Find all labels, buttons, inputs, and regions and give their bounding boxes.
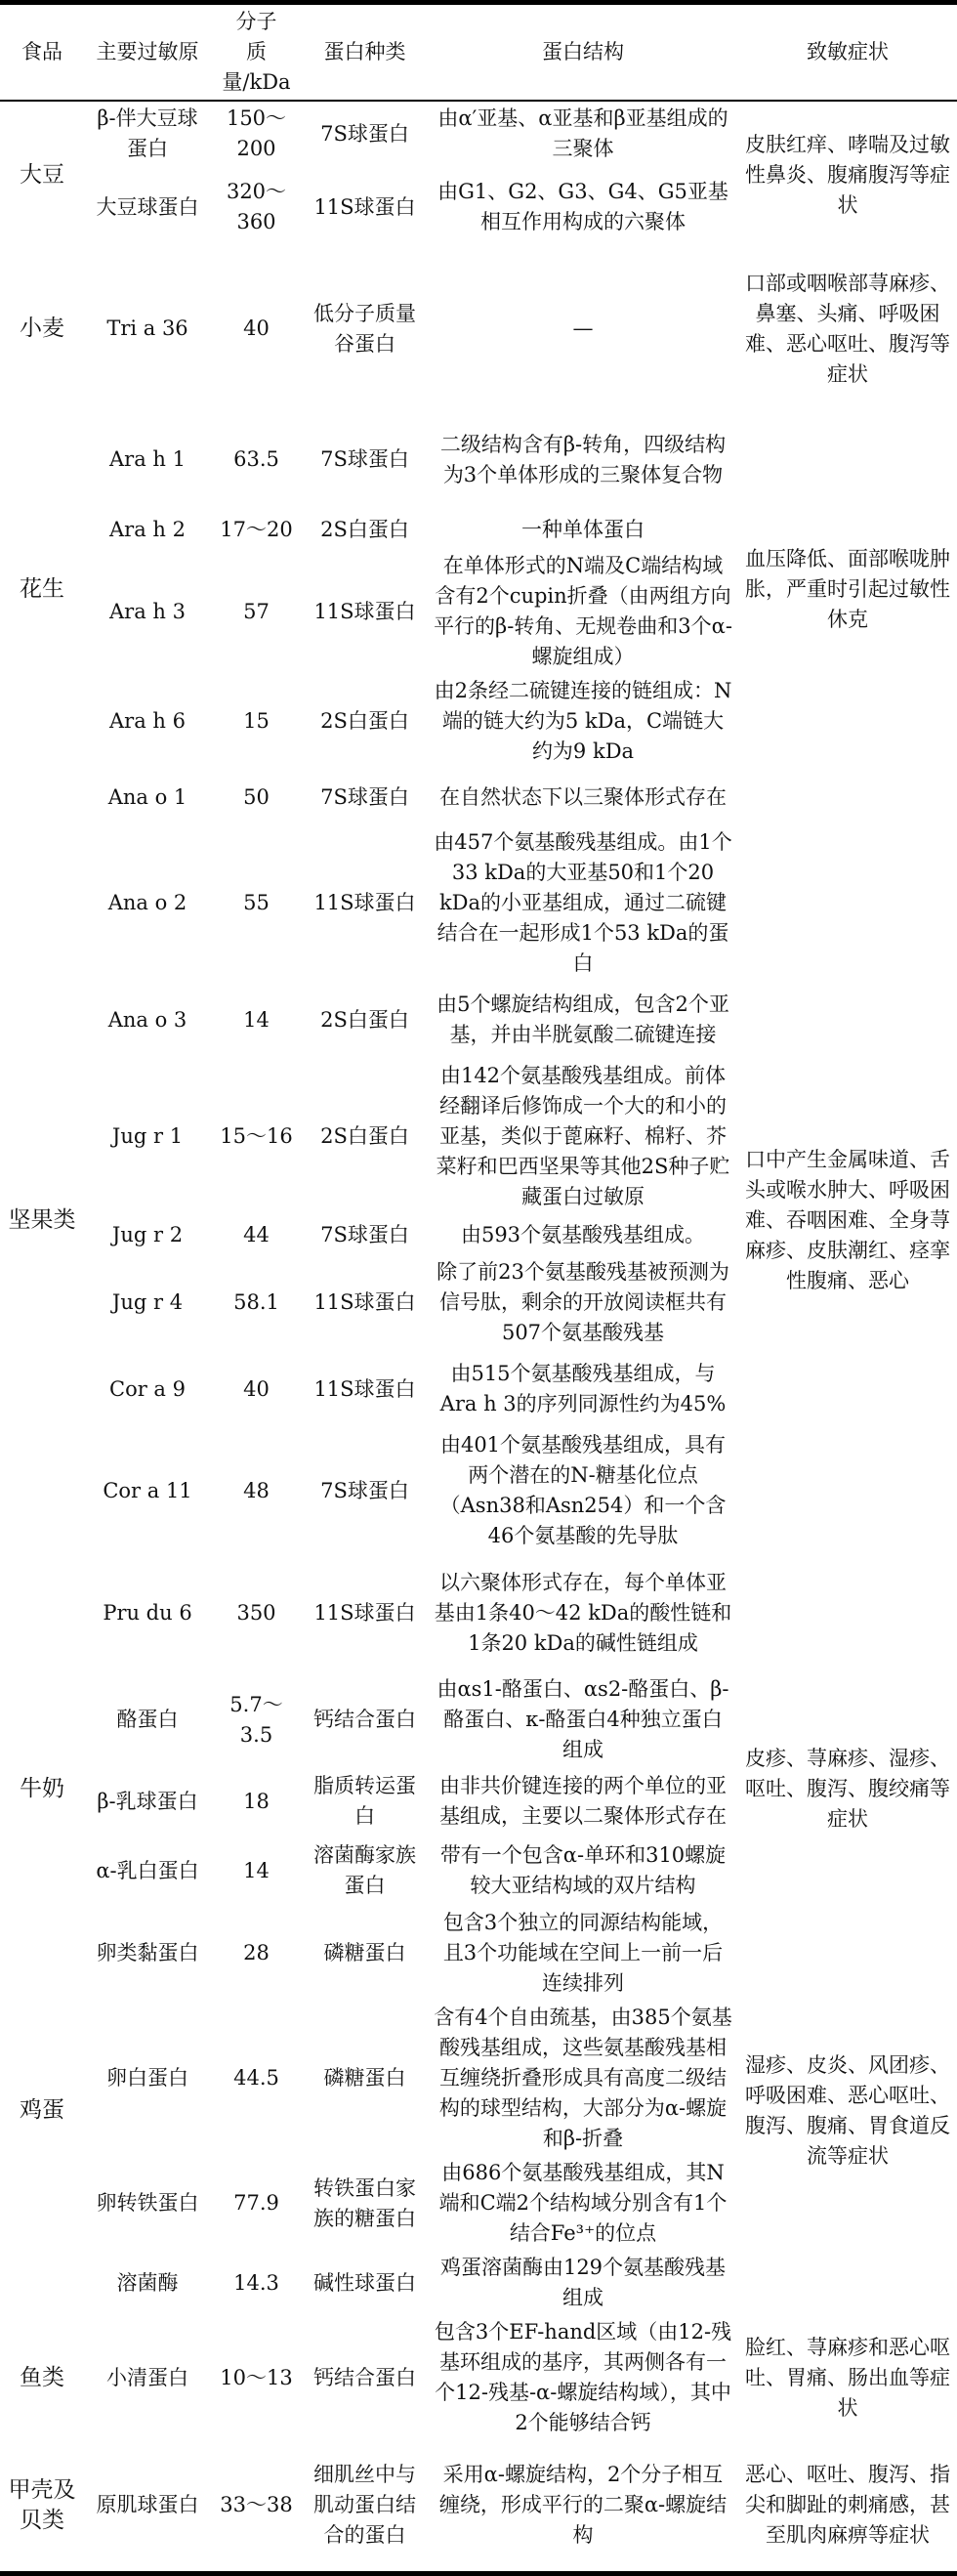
symptoms-egg: 湿疹、皮炎、风团疹、呼吸困难、恶心呕吐、腹泻、腹痛、胃食道反流等症状 — [745, 2052, 950, 2168]
protein-type: 2S白蛋白 — [320, 517, 409, 541]
protein-type: 7S球蛋白 — [320, 447, 409, 471]
food-shellfish: 甲壳及贝类 — [0, 2440, 84, 2573]
allergen-name: Tri a 36 — [106, 317, 188, 340]
allergen-name: Cor a 11 — [103, 1478, 192, 1502]
molecular-weight: 28 — [243, 1941, 270, 1964]
allergen-name: 大豆球蛋白 — [96, 194, 199, 219]
header-structure: 蛋白结构 — [428, 3, 738, 102]
allergen-name: 溶菌酶 — [116, 2270, 179, 2295]
protein-type: 11S球蛋白 — [313, 891, 416, 914]
protein-type: 碱性球蛋白 — [313, 2270, 416, 2295]
protein-structure: 由5个螺旋结构组成，包含2个亚基，并由半胱氨酸二硫键连接 — [437, 992, 729, 1046]
molecular-weight: 77.9 — [233, 2191, 279, 2215]
allergen-name: Jug r 4 — [111, 1290, 184, 1314]
protein-structure: 由非共价键连接的两个单位的亚基组成，主要以二聚体形式存在 — [439, 1774, 727, 1828]
protein-type: 11S球蛋白 — [313, 599, 416, 623]
allergen-name: 卵白蛋白 — [106, 2066, 188, 2090]
protein-type: 11S球蛋白 — [313, 194, 416, 219]
molecular-weight: 63.5 — [233, 447, 279, 471]
molecular-weight: 40 — [243, 1376, 270, 1401]
food-fish: 鱼类 — [20, 2364, 64, 2390]
protein-type: 钙结合蛋白 — [313, 2365, 416, 2389]
symptoms-shellfish: 恶心、呕吐、腹泻、指尖和脚趾的刺痛感，甚至肌肉麻痹等症状 — [738, 2440, 957, 2573]
protein-type: 转铁蛋白家族的糖蛋白 — [313, 2175, 416, 2230]
table-row — [0, 2315, 957, 2440]
protein-structure: 由αs1-酪蛋白、αs2-酪蛋白、β-酪蛋白、κ-酪蛋白4种独立蛋白组成 — [437, 1677, 729, 1761]
molecular-weight: 320～360 — [226, 180, 287, 233]
molecular-weight: 5.7～3.5 — [229, 1692, 283, 1747]
protein-type: 溶菌酶家族蛋白 — [313, 1843, 416, 1897]
protein-structure: 由G1、G2、G3、G4、G5亚基相互作用构成的六聚体 — [437, 180, 728, 233]
molecular-weight: 55 — [243, 891, 270, 914]
protein-type: 磷糖蛋白 — [323, 1941, 406, 1964]
protein-type: 11S球蛋白 — [313, 1376, 416, 1401]
protein-structure: 由401个氨基酸残基组成，具有两个潜在的N-糖基化位点（Asn38和Asn254）和一个含46个氨基酸的先导肽 — [439, 1433, 727, 1547]
allergen-name: Ara h 2 — [109, 517, 186, 541]
allergen-name: Ara h 6 — [109, 709, 186, 733]
protein-type: 细肌丝中与肌动蛋白结合的蛋白 — [302, 2440, 428, 2573]
molecular-weight: 48 — [243, 1478, 270, 1502]
allergen-name: Jug r 2 — [111, 1222, 184, 1246]
table-row — [0, 1672, 957, 1767]
protein-type: 钙结合蛋白 — [313, 1708, 416, 1731]
protein-structure: 由457个氨基酸残基组成。由1个33 kDa的大亚基50和1个20 kDa的小亚基组成，通过二硫键结合在一起形成1个53 kDa的蛋白 — [434, 830, 732, 975]
header-mw-line1: 分子 — [235, 10, 277, 33]
symptoms-wheat: 口部或咽喉部荨麻疹、鼻塞、头痛、呼吸困难、恶心呕吐、腹泻等症状 — [745, 271, 950, 386]
molecular-weight: 33～38 — [211, 2440, 302, 2573]
table-row — [0, 409, 957, 510]
food-peanut: 花生 — [20, 575, 64, 602]
protein-structure: 采用α-螺旋结构，2个分子相互缠绕，形成平行的二聚α-螺旋结构 — [428, 2440, 738, 2573]
molecular-weight: 50 — [243, 784, 270, 809]
molecular-weight: 18 — [243, 1789, 270, 1813]
molecular-weight: 57 — [243, 599, 270, 623]
allergen-name: Cor a 9 — [109, 1376, 186, 1401]
protein-structure: 由593个氨基酸残基组成。 — [460, 1222, 706, 1246]
protein-structure: 除了前23个氨基酸残基被预测为信号肽，剩余的开放阅读框共有507个氨基酸残基 — [437, 1260, 729, 1344]
allergen-name: β-伴大豆球蛋白 — [97, 106, 198, 160]
protein-type: 7S球蛋白 — [320, 1478, 409, 1502]
protein-structure: 含有4个自由巯基，由385个氨基酸残基组成，这些氨基酸残基相互缠绕折叠形成具有高度二级结构的球型结构，大部分为α-螺旋和β-折叠 — [434, 2006, 732, 2150]
protein-structure: — — [572, 317, 594, 340]
allergen-name: α-乳白蛋白 — [96, 1858, 199, 1882]
table-row — [0, 769, 957, 825]
allergen-name: 原肌球蛋白 — [84, 2440, 211, 2573]
molecular-weight: 44.5 — [233, 2066, 279, 2090]
table-row — [0, 1906, 957, 2001]
header-molecular-weight — [211, 3, 302, 102]
header-symptoms: 致敏症状 — [738, 3, 957, 102]
food-nuts: 坚果类 — [8, 1207, 76, 1233]
protein-type: 7S球蛋白 — [320, 121, 409, 146]
allergen-name: Ana o 1 — [107, 784, 187, 809]
molecular-weight: 150～200 — [226, 106, 287, 160]
protein-type: 2S白蛋白 — [320, 1007, 409, 1032]
header-food: 食品 — [0, 3, 84, 102]
allergen-name: Pru du 6 — [103, 1600, 192, 1625]
protein-type: 2S白蛋白 — [320, 1124, 409, 1148]
protein-structure: 包含3个EF-hand区域（由12-残基环组成的基序，其两侧各有一个12-残基-α-螺旋结构域），其中2个能够结合钙 — [434, 2320, 732, 2434]
molecular-weight: 14.3 — [233, 2270, 279, 2295]
protein-type: 2S白蛋白 — [320, 709, 409, 733]
symptoms-soy: 皮肤红痒、哮喘及过敏性鼻炎、腹痛腹泻等症状 — [745, 132, 950, 217]
food-milk: 牛奶 — [20, 1776, 64, 1801]
allergen-name: Ara h 1 — [109, 447, 186, 471]
allergen-name: 卵类黏蛋白 — [96, 1941, 199, 1964]
header-mw-line2: 质量/kDa — [222, 40, 291, 94]
allergen-name: 酪蛋白 — [116, 1708, 179, 1731]
protein-structure: 由142个氨基酸残基组成。前体经翻译后修饰成一个大的和小的亚基，类似于蓖麻籽、棉籽、芥菜籽和巴西坚果等其他2S种子贮藏蛋白过敏原 — [436, 1064, 730, 1208]
protein-type: 7S球蛋白 — [320, 1222, 409, 1246]
molecular-weight: 17～20 — [220, 517, 293, 541]
allergen-name: Jug r 1 — [111, 1124, 184, 1148]
protein-structure: 鸡蛋溶菌酶由129个氨基酸残基组成 — [439, 2256, 727, 2309]
protein-type: 低分子质量谷蛋白 — [313, 301, 416, 356]
allergen-name: Ara h 3 — [109, 599, 186, 623]
protein-structure: 在单体形式的N端及C端结构域含有2个cupin折叠（由两组方向平行的β-转角、无规卷曲和3个α-螺旋组成） — [434, 554, 732, 668]
allergen-name: Ana o 2 — [107, 891, 187, 914]
molecular-weight: 58.1 — [233, 1290, 279, 1314]
protein-structure: 由2条经二硫键连接的链组成：N端的链大约为5 kDa，C端链大约为9 kDa — [434, 679, 732, 763]
molecular-weight: 350 — [236, 1600, 276, 1625]
symptoms-nuts: 口中产生金属味道、舌头或喉水肿大、呼吸困难、吞咽困难、全身荨麻疹、皮肤潮红、痉挛性腹痛、恶心 — [745, 1148, 950, 1292]
allergen-name: 卵转铁蛋白 — [96, 2191, 199, 2215]
protein-type: 11S球蛋白 — [313, 1290, 416, 1314]
symptoms-fish: 脸红、荨麻疹和恶心呕吐、胃痛、肠出血等症状 — [745, 2335, 950, 2420]
food-egg: 鸡蛋 — [20, 2097, 64, 2123]
protein-type: 7S球蛋白 — [320, 784, 409, 809]
symptoms-peanut: 血压降低、面部喉咙肿胀，严重时引起过敏性休克 — [745, 546, 950, 631]
molecular-weight: 15～16 — [220, 1124, 293, 1148]
protein-structure: 一种单体蛋白 — [521, 517, 645, 541]
molecular-weight: 14 — [243, 1858, 270, 1882]
header-protein-type: 蛋白种类 — [302, 3, 428, 102]
molecular-weight: 14 — [243, 1007, 270, 1032]
header-row — [0, 3, 957, 102]
symptoms-milk: 皮疹、荨麻疹、湿疹、呕吐、腹泻、腹绞痛等症状 — [745, 1747, 950, 1831]
protein-structure: 带有一个包含α-单环和310螺旋较大亚结构域的双片结构 — [439, 1843, 727, 1897]
allergen-name: β-乳球蛋白 — [97, 1789, 198, 1813]
protein-type: 磷糖蛋白 — [323, 2066, 406, 2090]
protein-structure: 由686个氨基酸残基组成，其N端和C端2个结构域分别含有1个结合Fe³⁺的位点 — [438, 2161, 728, 2245]
protein-structure: 包含3个独立的同源结构能域，且3个功能域在空间上一前一后连续排列 — [442, 1911, 724, 1995]
molecular-weight: 40 — [243, 317, 270, 340]
molecular-weight: 44 — [243, 1222, 270, 1246]
protein-structure: 在自然状态下以三聚体形式存在 — [439, 784, 727, 809]
food-wheat: 小麦 — [20, 316, 64, 341]
header-allergen: 主要过敏原 — [84, 3, 211, 102]
protein-structure: 以六聚体形式存在，每个单体亚基由1条40～42 kDa的酸性链和1条20 kDa的碱性链组成 — [434, 1570, 732, 1655]
molecular-weight: 15 — [243, 709, 270, 733]
allergen-name: Ana o 3 — [107, 1007, 187, 1032]
protein-structure: 二级结构含有β-转角，四级结构为3个单体形成的三聚体复合物 — [439, 432, 727, 486]
protein-structure: 由α′亚基、α亚基和β亚基组成的三聚体 — [437, 106, 728, 160]
table-row — [0, 2440, 957, 2573]
protein-type: 11S球蛋白 — [313, 1600, 416, 1625]
table-row — [0, 101, 957, 166]
protein-structure: 由515个氨基酸残基组成，与Ara h 3的序列同源性约为45% — [439, 1362, 727, 1415]
molecular-weight: 10～13 — [220, 2365, 293, 2389]
food-soy: 大豆 — [20, 161, 64, 188]
protein-type: 脂质转运蛋白 — [313, 1774, 416, 1828]
allergen-name: 小清蛋白 — [106, 2365, 188, 2389]
table-row — [0, 248, 957, 409]
